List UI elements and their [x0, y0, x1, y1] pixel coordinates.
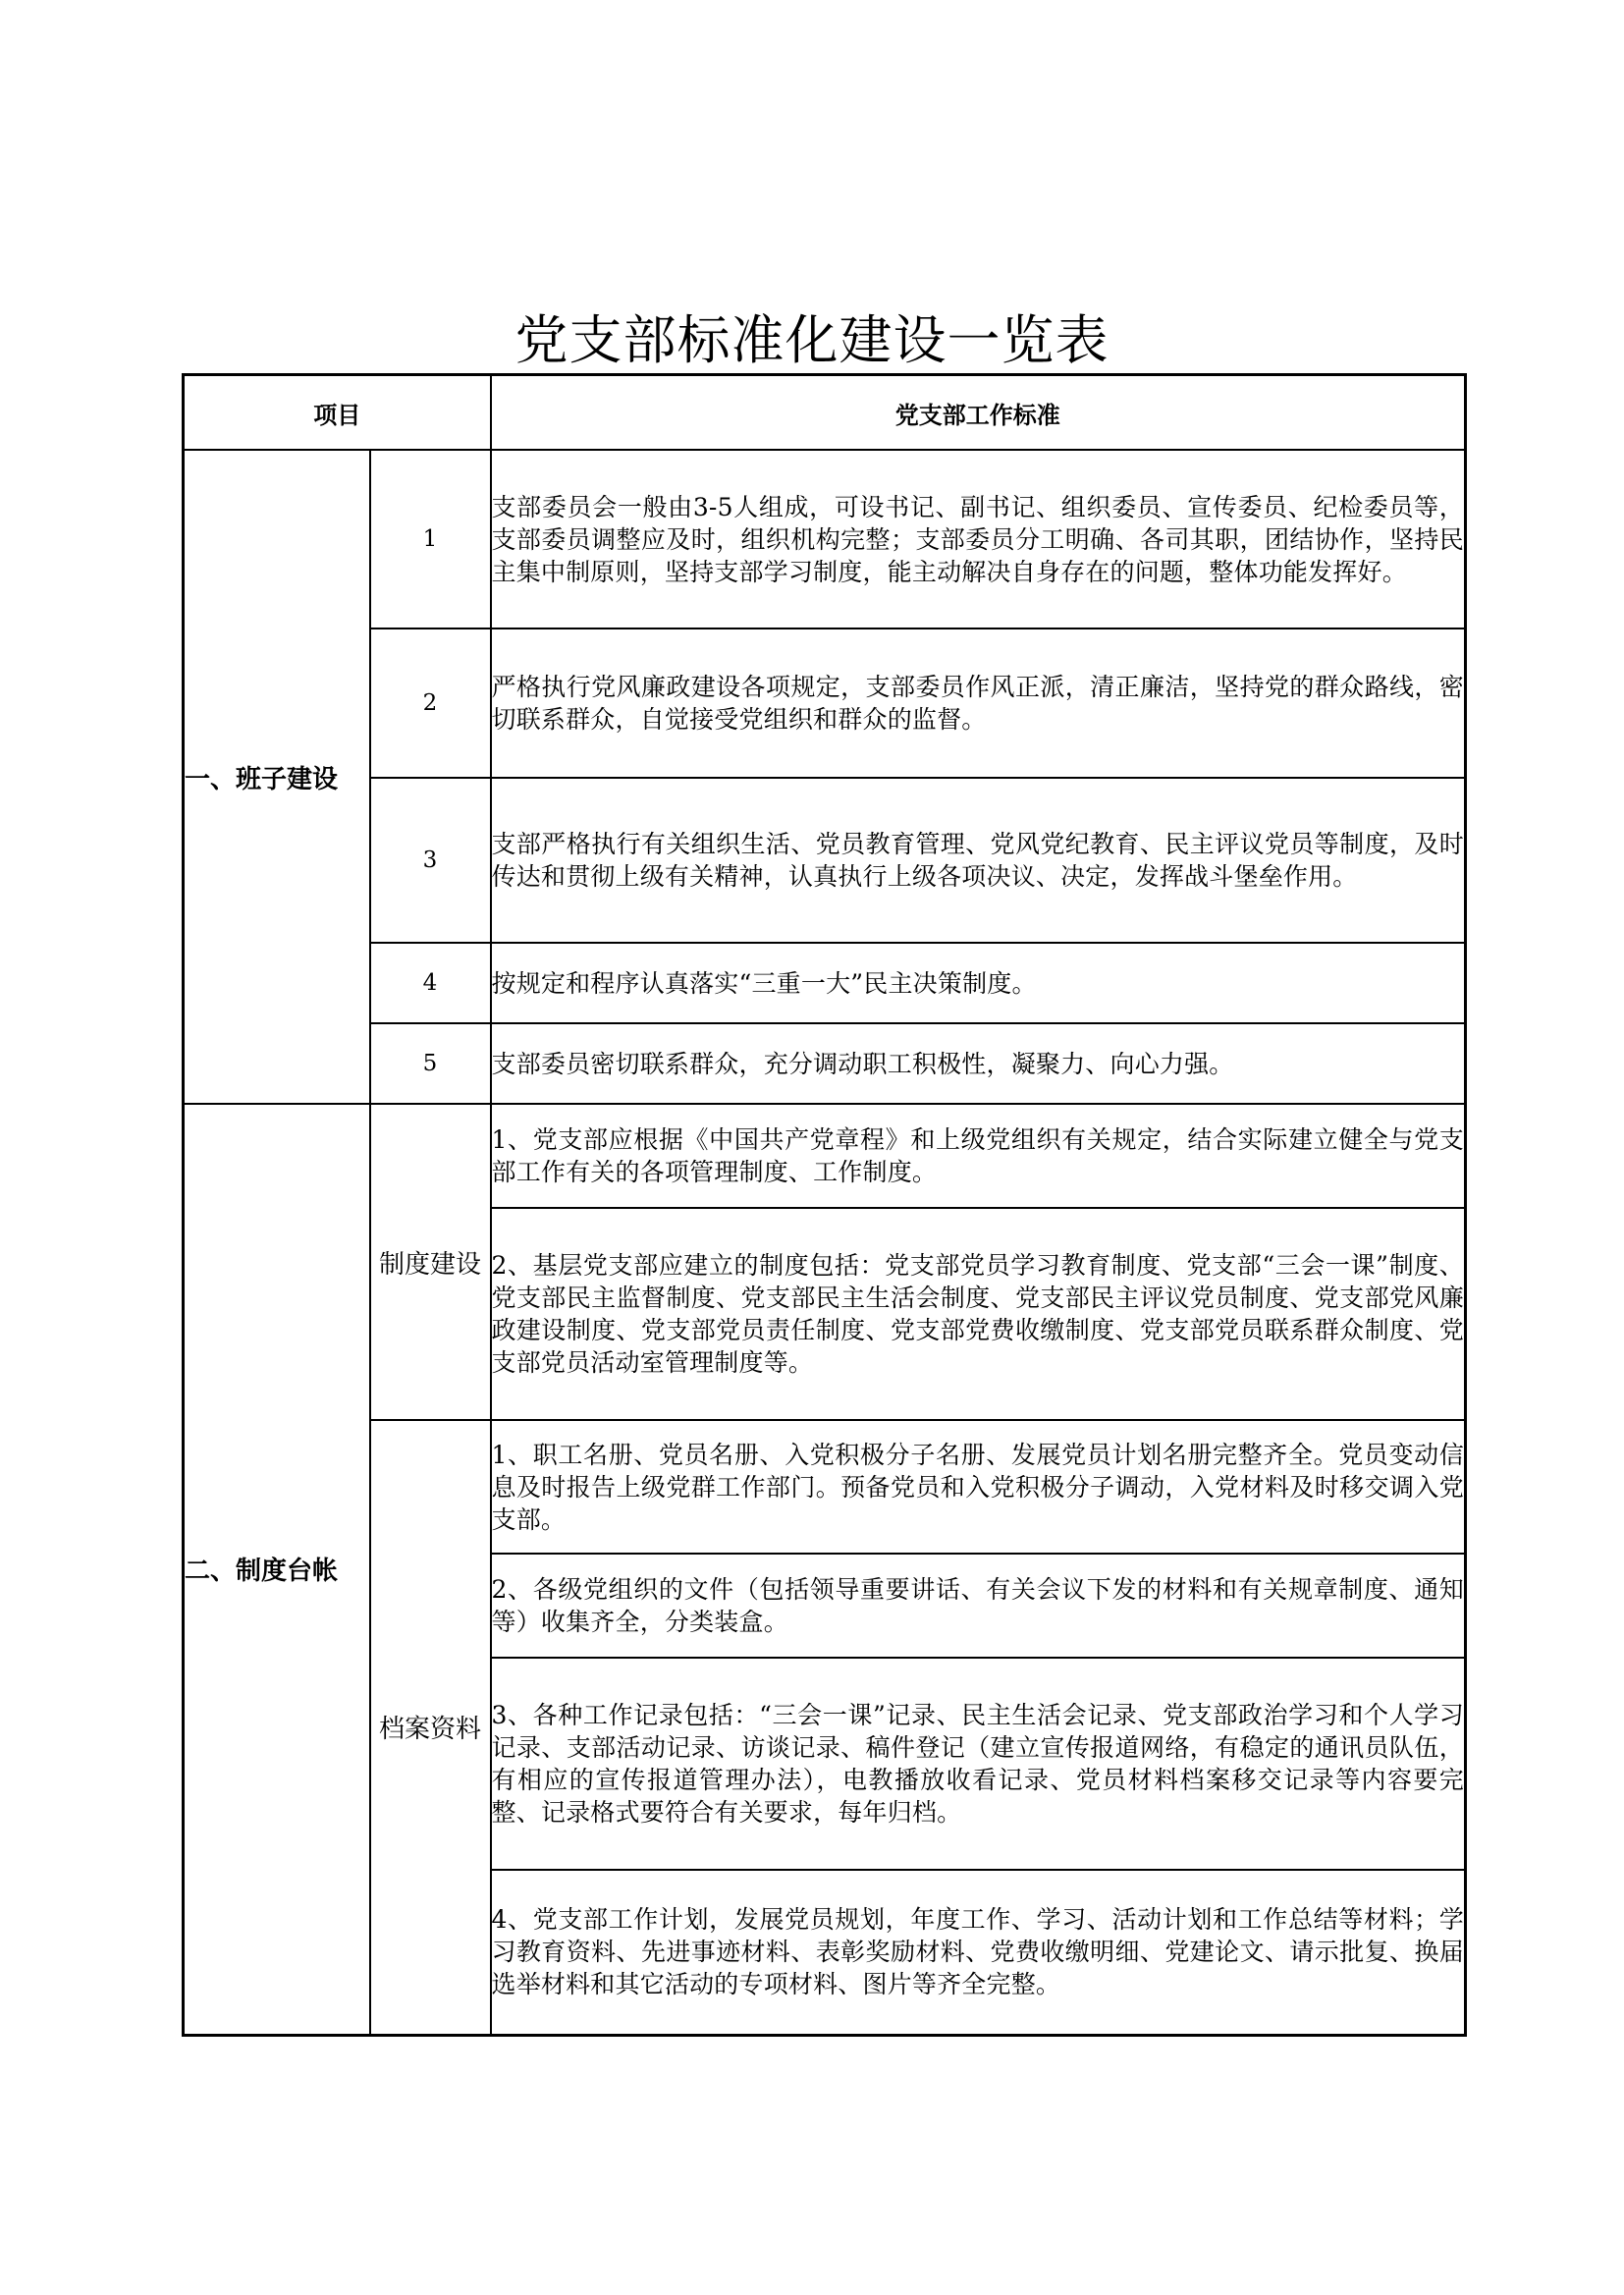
document-title: 党支部标准化建设一览表	[514, 309, 1110, 371]
header-standard: 党支部工作标准	[491, 375, 1466, 451]
standard-text: 支部严格执行有关组织生活、党员教育管理、党风党纪教育、民主评议党员等制度，及时传达和贯彻上级有关精神，认真执行上级各项决议、决定，发挥战斗堡垒作用。	[491, 778, 1466, 943]
table-row	[184, 628, 1466, 778]
section-label: 二、制度台帐	[184, 1104, 370, 2035]
subcategory-label: 制度建设	[370, 1104, 491, 1420]
standard-text: 1、职工名册、党员名册、入党积极分子名册、发展党员计划名册完整齐全。党员变动信息及时报告上级党群工作部门。预备党员和入党积极分子调动，入党材料及时移交调入党支部。	[491, 1420, 1466, 1554]
standards-table	[182, 373, 1467, 2037]
table-row	[184, 943, 1466, 1023]
table-row	[184, 778, 1466, 943]
standard-text: 4、党支部工作计划，发展党员规划，年度工作、学习、活动计划和工作总结等材料；学习教育资料、先进事迹材料、表彰奖励材料、党费收缴明细、党建论文、请示批复、换届选举材料和其它活动的专项材料、图片等齐全完整。	[491, 1870, 1466, 2035]
standard-text: 3、各种工作记录包括：“三会一课”记录、民主生活会记录、党支部政治学习和个人学习记录、支部活动记录、访谈记录、稿件登记（建立宣传报道网络，有稳定的通讯员队伍，有相应的宣传报道管理办法），电教播放收看记录、党员材料档案移交记录等内容要完整、记录格式要符合有关要求，每年归档。	[491, 1658, 1466, 1870]
standard-text: 1、党支部应根据《中国共产党章程》和上级党组织有关规定，结合实际建立健全与党支部工作有关的各项管理制度、工作制度。	[491, 1104, 1466, 1208]
row-number: 3	[370, 778, 491, 943]
row-number: 5	[370, 1023, 491, 1104]
table-row	[184, 450, 1466, 628]
table-row	[184, 1023, 1466, 1104]
standard-text: 2、基层党支部应建立的制度包括：党支部党员学习教育制度、党支部“三会一课”制度、党支部民主监督制度、党支部民主生活会制度、党支部民主评议党员制度、党支部党风廉政建设制度、党支部党员责任制度、党支部党费收缴制度、党支部党员联系群众制度、党支部党员活动室管理制度等。	[491, 1208, 1466, 1420]
header-item: 项目	[184, 375, 491, 451]
standard-text: 支部委员会一般由3-5人组成，可设书记、副书记、组织委员、宣传委员、纪检委员等，支部委员调整应及时，组织机构完整；支部委员分工明确、各司其职，团结协作，坚持民主集中制原则，坚持支部学习制度，能主动解决自身存在的问题，整体功能发挥好。	[491, 450, 1466, 628]
section-label: 一、班子建设	[184, 450, 370, 1104]
table-row	[184, 1104, 1466, 1208]
subcategory-label: 档案资料	[370, 1420, 491, 2035]
row-number: 1	[370, 450, 491, 628]
table-row	[184, 1420, 1466, 1554]
standard-text: 2、各级党组织的文件（包括领导重要讲话、有关会议下发的材料和有关规章制度、通知等）收集齐全，分类装盒。	[491, 1554, 1466, 1658]
standard-text: 严格执行党风廉政建设各项规定，支部委员作风正派，清正廉洁，坚持党的群众路线，密切联系群众，自觉接受党组织和群众的监督。	[491, 628, 1466, 778]
table-header-row	[184, 375, 1466, 451]
standard-text: 支部委员密切联系群众，充分调动职工积极性，凝聚力、向心力强。	[491, 1023, 1466, 1104]
row-number: 2	[370, 628, 491, 778]
row-number: 4	[370, 943, 491, 1023]
standard-text: 按规定和程序认真落实“三重一大”民主决策制度。	[491, 943, 1466, 1023]
